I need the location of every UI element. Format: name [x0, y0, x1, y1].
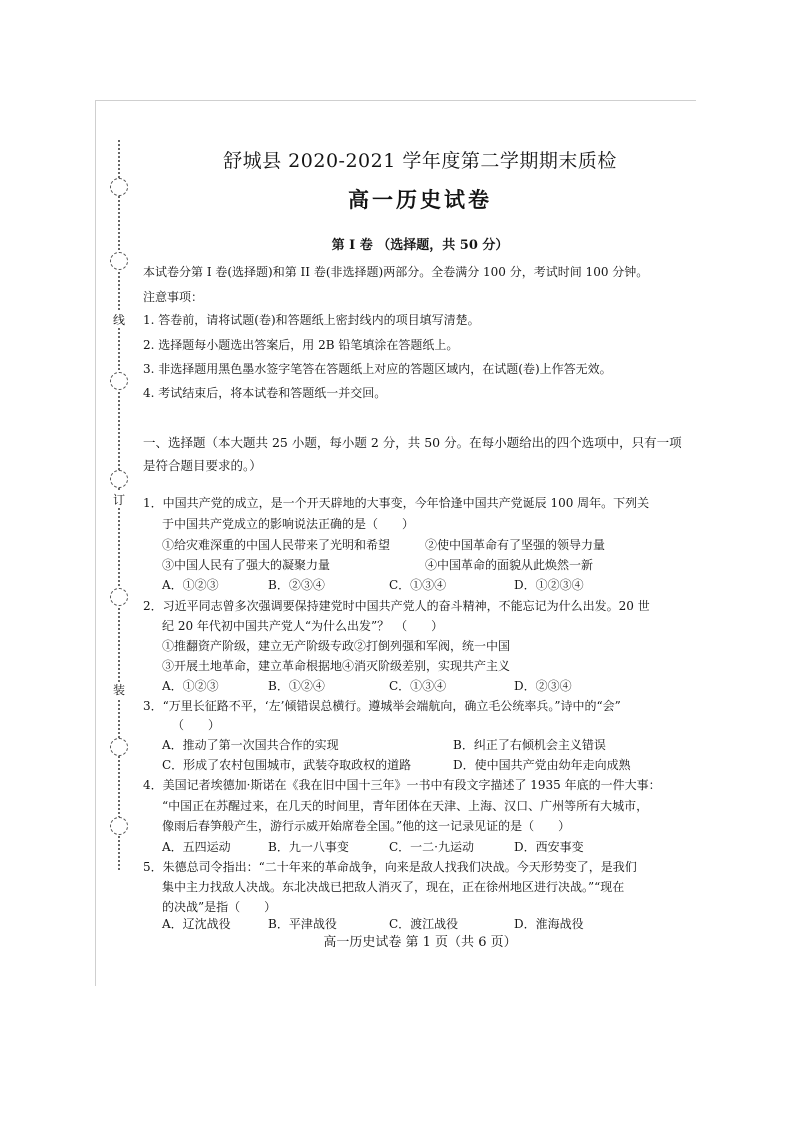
option-d: D．西安事变	[514, 840, 584, 854]
binding-hole-icon	[110, 252, 128, 270]
statement: ①推翻资产阶级，建立无产阶级专政②打倒列强和军阀，统一中国	[162, 639, 511, 653]
exam-title: 舒城县 2020-2021 学年度第二学期期末质检	[223, 150, 617, 172]
note-item: 3. 非选择题用黑色墨水签字笔答在答题纸上对应的答题区域内，在试题(卷)上作答无效。	[143, 362, 612, 376]
question-stem: 集中主力找敌人决战。东北决战已把敌人消灭了，现在，正在徐州地区进行决战。”“现在	[162, 880, 625, 894]
option-a: A．五四运动	[162, 840, 231, 854]
statement: ③中国人民有了强大的凝聚力量	[162, 558, 331, 572]
option-d: D．使中国共产党由幼年走向成熟	[453, 758, 631, 772]
question-stem: 5．朱德总司令指出：“二十年来的革命战争，向来是敌人找我们决战。今天形势变了，是我们	[143, 860, 637, 874]
volume-heading: 第 I 卷 （选择题，共 50 分）	[331, 238, 509, 253]
question-stem: 像雨后春笋般产生，游行示威开始席卷全国。”他的这一记录见证的是（ ）	[162, 819, 571, 833]
option-a: A．辽沈战役	[162, 917, 231, 931]
option-b: B．纠正了右倾机会主义错误	[453, 738, 606, 752]
option-a: A．①②③	[162, 578, 219, 592]
question-stem: 纪 20 年代初中国共产党人“为什么出发”？ （ ）	[162, 619, 444, 633]
question-stem: （ ）	[172, 718, 221, 732]
option-b: B．九一八事变	[268, 840, 349, 854]
note-item: 1. 答卷前，请将试题(卷)和答题纸上密封线内的项目填写清楚。	[143, 313, 480, 327]
section-heading-cont: 是符合题目要求的。）	[143, 458, 262, 473]
option-b: B．平津战役	[268, 917, 337, 931]
exam-subtitle: 高一历史试卷	[348, 187, 492, 212]
option-c: C．①③④	[389, 578, 447, 592]
intro-text: 本试卷分第 I 卷(选择题)和第 II 卷(非选择题)两部分。全卷满分 100 分，考试时间 100 分钟。	[143, 265, 649, 279]
question-stem: 于中国共产党成立的影响说法正确的是（ ）	[162, 517, 415, 531]
notes-heading: 注意事项：	[143, 290, 204, 304]
page-footer: 高一历史试卷 第 1 页（共 6 页）	[323, 935, 517, 950]
binding-char-xian: 线	[112, 313, 125, 327]
statement: ④中国革命的面貌从此焕然一新	[425, 558, 594, 572]
question-stem: 4．美国记者埃德加·斯诺在《我在旧中国十三年》一书中有段文字描述了 1935 年底的一件大事：	[143, 778, 661, 792]
question-stem: 3．“万里长征路不平，‘左’倾错误总横行。遵城举会端航向，确立毛公统率兵。”诗中的“会”	[143, 699, 621, 713]
question-stem: 1．中国共产党的成立，是一个开天辟地的大事变，今年恰逢中国共产党诞辰 100 周年。下列关	[143, 496, 650, 510]
statement: ①给灾难深重的中国人民带来了光明和希望	[162, 538, 391, 552]
option-a: A．推动了第一次国共合作的实现	[162, 738, 339, 752]
binding-hole-icon	[110, 738, 128, 756]
option-b: B．①②④	[268, 679, 325, 693]
option-c: C．①③④	[389, 679, 447, 693]
binding-hole-icon	[110, 470, 128, 488]
binding-hole-icon	[110, 588, 128, 606]
option-c: C．渡江战役	[389, 917, 459, 931]
option-d: D．淮海战役	[514, 917, 584, 931]
binding-hole-icon	[110, 817, 128, 835]
question-stem: 的决战”是指（ ）	[162, 900, 277, 914]
statement: ③开展土地革命，建立革命根据地④消灭阶级差别，实现共产主义	[162, 659, 511, 673]
binding-char-ding: 订	[112, 493, 125, 507]
statement: ②使中国革命有了坚强的领导力量	[425, 538, 606, 552]
note-item: 4. 考试结束后，将本试卷和答题纸一并交回。	[143, 386, 387, 400]
option-d: D．①②③④	[514, 578, 584, 592]
section-heading: 一、选择题（本大题共 25 小题，每小题 2 分，共 50 分。在每小题给出的四个选项中，只有一项	[143, 435, 682, 450]
question-stem: 2．习近平同志曾多次强调要保持建党时中国共产党人的奋斗精神，不能忘记为什么出发。20 世	[143, 599, 650, 613]
binding-hole-icon	[110, 372, 128, 390]
question-stem: “中国正在苏醒过来，在几天的时间里，青年团体在天津、上海、汉口、广州等所有大城市，	[162, 799, 649, 813]
option-c: C．形成了农村包围城市，武装夺取政权的道路	[162, 758, 412, 772]
option-b: B．②③④	[268, 578, 325, 592]
option-a: A．①②③	[162, 679, 219, 693]
binding-hole-icon	[110, 178, 128, 196]
option-d: D．②③④	[514, 679, 572, 693]
option-c: C．一二·九运动	[389, 840, 474, 854]
binding-line	[110, 140, 128, 870]
binding-char-zhuang: 装	[112, 683, 125, 697]
note-item: 2. 选择题每小题选出答案后，用 2B 铅笔填涂在答题纸上。	[143, 338, 459, 352]
